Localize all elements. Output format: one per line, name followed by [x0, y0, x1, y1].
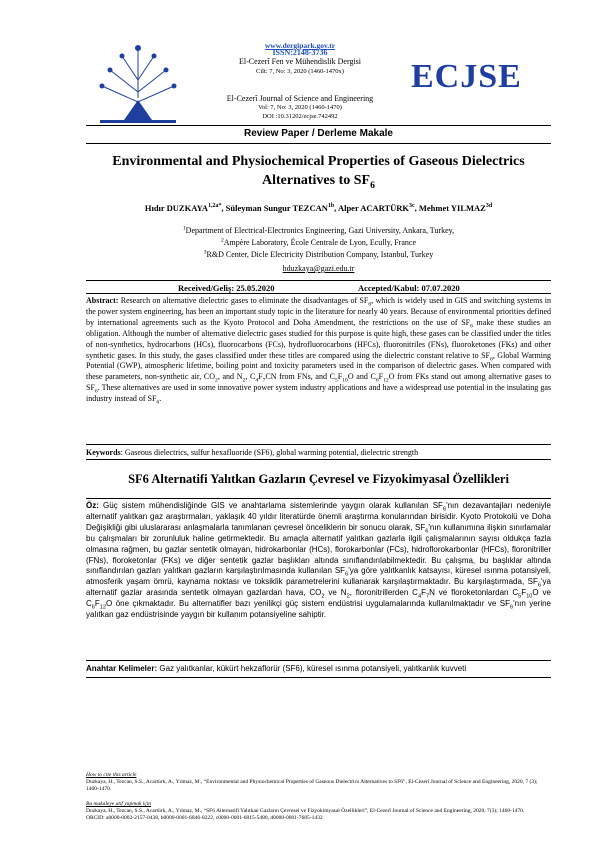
turkish-abstract: Öz: Güç sistem mühendisliğinde GIS ve anahtarlama sistemlerinde yaygın olarak kullanılan $SF_6'nın$ dezavantajları nedeniyle alternatif yalıtkan gaz araştırmaları, yaklaşık 40 yıldır literatürde önemli araştırma konularından birisidir. Kyoto Protokolü ve Doha Değişikliği gibi uluslararası anlaşmalarla tanımlanan çevresel önceliklerin bir sonucu olarak, $SF_6'nın$ kullanımına ilişkin sınırlamalar bu çalışmaları bir zorunluluk haline getirmektedir. Bu amaçla alternatif yalıtkan gazlarla ilgili çalışmalarının sayısı oldukça fazla olmasına rağmen, bu gazlar sentetik olmayan, hidrokarbonlar (HCs), florokarbonlar (FCs), hidroflorokarbonlar (HFCs), floronitriller (FNs), floroketonlar (FKs) ve diğer sentetik gazlar başlıkları altında sınıflandırılabilmektedir. Bu çalışma, bu başlıklar altında sınıflandırılan gazları yalıtkan gazların karşılaştırılmasında kullanılan $SF_6'ya$ göre yalıtkanlık katsayısı, küresel ısınma potansiyeli, atmosferik yaşam ömrü, kaynama noktası ve toksiklik parametrelerini kullanarak karşılaştırmaktadır. Bu karşılaştırmada, $SF_6'ya$ alternatif gazlar arasında sentetik olmayan gazlardan hava, $CO_2$ ve $N_2$, floronitrillerden $C_4F_7N$ ve floroketonlardan $C_5F_{10}O$ ve $C_6F_{12}O$ öne çıkmaktadır. Bu alternatifler bazı yenilikçi güç sistem endüstrisi uygulamalarında kullanılmaktadır ve $SF_6'nın$ yerine yalıtkan gaz endüstrisinde yaygın bir kullanım potansiyeline sahiptir. [86, 501, 552, 620]
citation-en-label: How to cite this article [86, 772, 137, 778]
dates-divider-top [86, 280, 551, 281]
received-date: Received/Geliş: 25.05.2020 [178, 283, 275, 293]
citation-tr: Bu makaleye atıf yapmak için Duzkaya, H., Tezcan, S.S., Acartürk, A., Yılmaz, M., “SF6 Alternatifi Yalıtkan Gazların Çevresel ve Fizyokimyasal Özellikleri”, El-Cezerî Journal of Science and Engineering, 2020, 7(3); 1460-1470. ORCID: a0000-0002-2157-0438, b0000-0001-6846-8222, c0000-0001-6015-5480, d0000-0001-7685-1432 [86, 801, 525, 821]
affiliation: $^3$R&D Center, Dicle Electricity Distribution Company, Istanbul, Turkey [203, 249, 434, 259]
keywords: Keywords: Gaseous dielectrics, sulfur hexafluoride (SF6), global warming potential, dielectric strength [86, 448, 419, 457]
anahtar-label: Anahtar Kelimeler: [86, 664, 158, 673]
journal-logo-emblem [92, 40, 184, 125]
keywords-divider-bottom [86, 459, 551, 460]
anahtar-divider-bottom [86, 677, 551, 678]
author-email-link[interactable]: hduzkaya@gazi.edu.tr [282, 264, 355, 273]
turkish-title: SF6 Alternatifi Yalıtkan Gazların Çevresel ve Fizyokimyasal Özellikleri [128, 472, 509, 486]
author-list: Hıdır $DUZKAYA^{1,2a*}$, Süleyman Sungur $TEZCAN^{1b}$, Alper $ACARTÜRK^{3c}$, Mehmet $YILMAZ^{3d}$ [144, 203, 493, 213]
affiliation: $^1$Department of Electrical-Electronics Engineering, Gazi University, Ankara, Turkey, [182, 225, 455, 235]
volume-info-en: Vol: 7, No: 3, 2020 (1460-1470) [258, 104, 342, 111]
paper-title: Environmental and Physiochemical Properties of Gaseous Dielectrics Alternatives to $SF_6$ [112, 154, 525, 191]
keywords-label: Keywords [86, 448, 121, 457]
volume-info-tr: Cilt: 7, No: 3, 2020 (1460-1470x) [256, 68, 344, 75]
type-divider [86, 143, 551, 144]
abstract-label: Abstract: [86, 296, 119, 305]
journal-name-en: El-Cezerî Journal of Science and Engineering [226, 94, 374, 103]
keywords-divider-top [86, 444, 551, 445]
issn: ISSN:2148-3736 [272, 48, 328, 57]
accepted-date: Accepted/Kabul: 07.07.2020 [358, 283, 460, 293]
abstract: Abstract: Research on alternative dielectric gases to eliminate the disadvantages of $SF_6$, which is widely used in GIS and switching systems in the power system engineering, has been an important study topic in the literature for nearly 40 years. Because of environmental priorities defined by international agreements such as the Kyoto Protocol and Doha Amendment, the restrictions on the use of $SF_6$ make these studies an obligation. Although the number of alternative dielectric gases studied for this purpose is quite high, these gases can be classified under the titles of non-synthetics, hydrocarbons (HCs), fluorocarbons (FCs), hydrofluorocarbons (HFCs), fluoronitriles (FNs), fluoroketones (FKs) and other synthetic gases. In this study, the gases classified under these titles are compared using the dielectric constant relative to $SF_6$, Global Warming Potential (GWP), atmospheric lifetime, boiling point and toxicity parameters used in the comparison of dielectric gases. When compared with these parameters, non-synthetic air, $CO_2$, and $N_2$, $C_4F_7CN$ from FNs, and $C_5F_{10}O$ and $C_6F_{12}O$ from FKs stand out among alternative gases to $SF_6$. These alternatives are used in some innovative power system industry applications and have a widespread use potential in the insulating gas industry instead of $SF_6$. [86, 296, 552, 406]
citation-en: How to cite this article Duzkaya, H., Tezcan, S.S., Acartürk, A., Yılmaz, M., “Environmental and Physiochemical Properties of Gaseous Dielectrics Alternatives to SF6”, El-Cezerî Journal of Science and Engineering, 2020, 7 (3); 1460-1470. [86, 772, 538, 792]
doi: DOI :10.31202/ecjse.742492 [262, 113, 338, 120]
anahtar-divider-top [86, 660, 551, 661]
dates-divider-bottom [86, 293, 551, 294]
turkish-keywords: Anahtar Kelimeler: Gaz yalıtkanlar, kükürt hekzaflorür (SF6), küresel ısınma potansiyeli, yalıtkanlık kuvveti [86, 664, 467, 673]
paper-type: Review Paper / Derleme Makale [244, 128, 393, 139]
journal-name-tr: El-Cezerî Fen ve Mühendislik Dergisi [238, 57, 362, 66]
orcid: ORCID: a0000-0002-2157-0438, b0000-0001-6846-8222, c0000-0001-6015-5480, d0000-0001-7685-1432 [86, 815, 323, 821]
header-divider [86, 125, 551, 126]
journal-logo-text: ECJSE [411, 58, 522, 95]
oz-label: Öz: [86, 501, 99, 510]
oz-divider-top [86, 498, 551, 499]
journal-url-link[interactable]: www.dergipark.gov.tr [264, 41, 336, 50]
citation-tr-label: Bu makaleye atıf yapmak için [86, 801, 152, 807]
affiliation: $^2$Ampère Laboratory, École Centrale de Lyon, Ecully, France [220, 237, 416, 247]
